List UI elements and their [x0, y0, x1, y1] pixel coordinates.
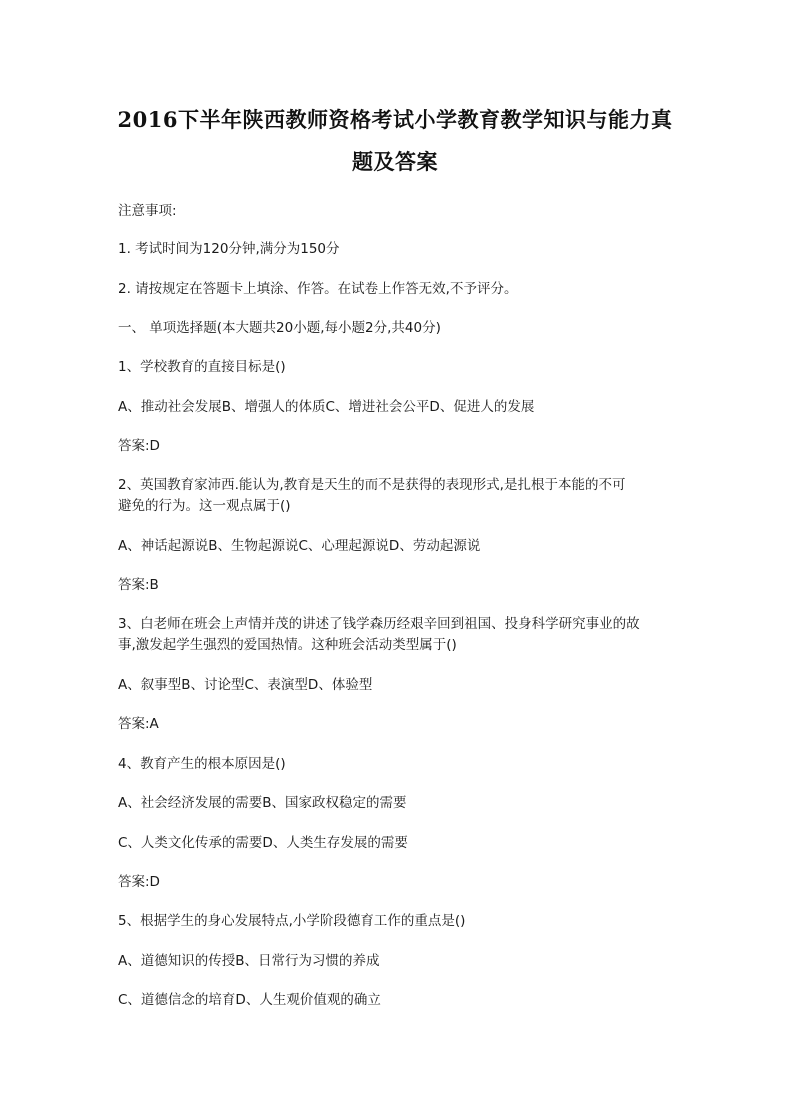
question-1-stem: 1、学校教育的直接目标是()	[118, 359, 286, 375]
question-2-answer: 答案:B	[118, 577, 159, 593]
question-4-options-line-2: C、人类文化传承的需要D、人类生存发展的需要	[118, 835, 408, 851]
question-3-stem-line-1: 3、白老师在班会上声情并茂的讲述了钱学森历经艰辛回到祖国、投身科学研究事业的故	[118, 616, 640, 632]
notes-item-2: 2. 请按规定在答题卡上填涂、作答。在试卷上作答无效,不予评分。	[118, 281, 518, 297]
section-heading: 一、 单项选择题(本大题共20小题,每小题2分,共40分)	[118, 320, 441, 336]
question-5-options-line-1: A、道德知识的传授B、日常行为习惯的养成	[118, 953, 380, 969]
notes-heading: 注意事项:	[118, 203, 177, 219]
question-4-options-line-1: A、社会经济发展的需要B、国家政权稳定的需要	[118, 795, 407, 811]
question-5-stem: 5、根据学生的身心发展特点,小学阶段德育工作的重点是()	[118, 913, 466, 929]
document-title-line-1: 2016下半年陕西教师资格考试小学教育教学知识与能力真	[117, 107, 673, 132]
question-3-options: A、叙事型B、讨论型C、表演型D、体验型	[118, 677, 373, 693]
question-2-stem-line-1: 2、英国教育家沛西.能认为,教育是天生的而不是获得的表现形式,是扎根于本能的不可	[118, 477, 626, 493]
question-3-answer: 答案:A	[118, 716, 159, 732]
question-1-answer: 答案:D	[118, 438, 160, 454]
question-4-answer: 答案:D	[118, 874, 160, 890]
question-1-options: A、推动社会发展B、增强人的体质C、增进社会公平D、促进人的发展	[118, 399, 535, 415]
question-2-options: A、神话起源说B、生物起源说C、心理起源说D、劳动起源说	[118, 538, 481, 554]
question-2-stem-line-2: 避免的行为。这一观点属于()	[118, 498, 291, 514]
document-title-line-2: 题及答案	[352, 149, 438, 174]
question-4-stem: 4、教育产生的根本原因是()	[118, 756, 286, 772]
question-5-options-line-2: C、道德信念的培育D、人生观价值观的确立	[118, 992, 381, 1008]
notes-item-1: 1. 考试时间为120分钟,满分为150分	[118, 241, 340, 257]
question-3-stem-line-2: 事,激发起学生强烈的爱国热情。这种班会活动类型属于()	[118, 637, 457, 653]
